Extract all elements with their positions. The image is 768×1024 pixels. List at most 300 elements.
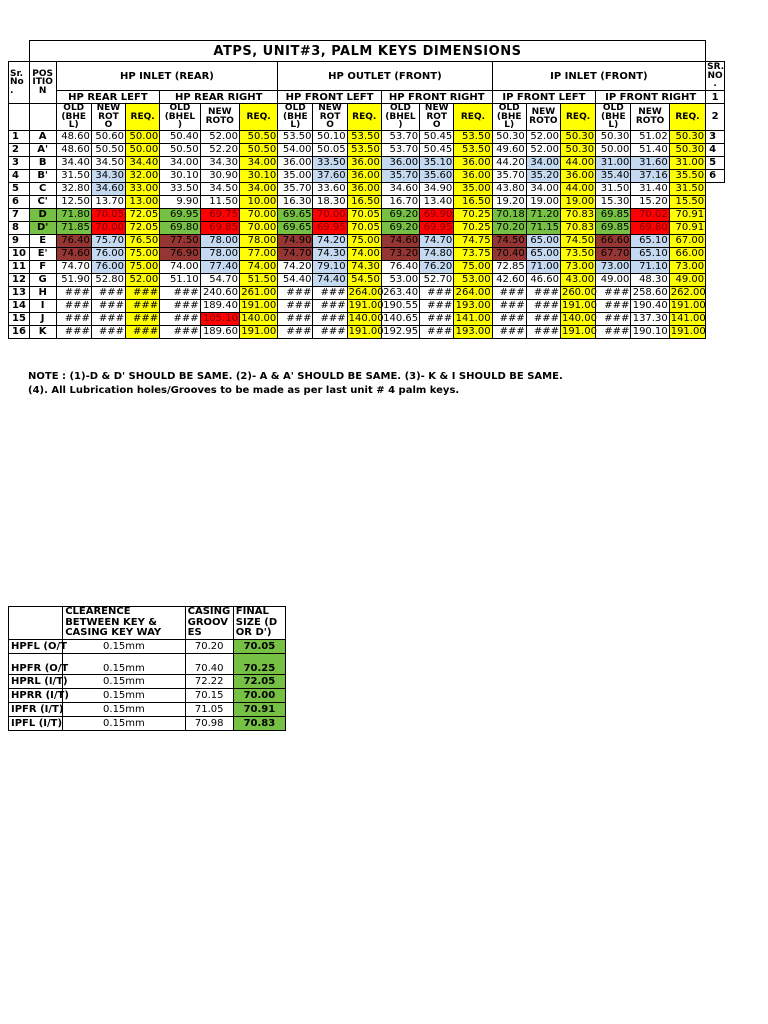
- value-cell: 52.70: [420, 273, 454, 286]
- value-cell: 189.40: [200, 299, 239, 312]
- value-cell: 264.00: [455, 287, 491, 298]
- row-sr-no: 15: [9, 312, 30, 325]
- value-cell: 72.05: [126, 208, 160, 221]
- value-cell: 18.30: [313, 195, 347, 208]
- value-cell: 50.30: [560, 143, 595, 156]
- value-cell: 54.40: [278, 273, 313, 286]
- value-cell: ###: [596, 286, 631, 299]
- row-position: E: [29, 234, 56, 247]
- value-cell: 50.00: [126, 130, 160, 143]
- value-cell: 50.60: [91, 130, 125, 143]
- value-cell: 69.85: [200, 221, 239, 234]
- value-cell: 74.20: [278, 260, 313, 273]
- value-cell: 69.75: [200, 208, 239, 221]
- empty-cell: [706, 195, 725, 208]
- req-col-header: REQ.: [669, 104, 705, 131]
- value-cell: 190.10: [632, 326, 668, 337]
- value-cell: 140.00: [241, 313, 277, 324]
- value-cell: 76.00: [91, 247, 125, 260]
- value-cell: ###: [526, 299, 560, 312]
- right-sr-cell: 6: [706, 169, 725, 182]
- value-cell: 15.50: [669, 195, 705, 208]
- value-cell: 15.30: [596, 195, 631, 208]
- note-line: (4). All Lubrication holes/Grooves to be made as per last unit # 4 palm keys.: [28, 385, 460, 396]
- clearance-row-label: HPRR (I/T): [9, 689, 63, 703]
- value-cell: 35.20: [526, 169, 560, 182]
- value-cell: ###: [420, 286, 454, 299]
- value-cell: 43.80: [492, 182, 526, 195]
- value-cell: 34.00: [526, 182, 560, 195]
- value-cell: 35.40: [596, 169, 631, 182]
- value-cell: 53.50: [454, 143, 492, 156]
- value-cell: 74.20: [313, 234, 347, 247]
- value-cell: 70.18: [492, 208, 526, 221]
- old-col-header: OLD (BHEL ): [160, 104, 200, 131]
- table-row: [9, 260, 725, 273]
- value-cell: ###: [160, 286, 200, 299]
- value-cell: 52.80: [91, 273, 125, 286]
- old-col-header: OLD (BHE L): [596, 104, 631, 131]
- value-cell: 50.30: [596, 130, 631, 143]
- value-cell: 74.50: [492, 234, 526, 247]
- value-cell: 69.90: [420, 208, 454, 221]
- value-cell: ###: [56, 312, 91, 325]
- casing-groove-value: 70.15: [185, 689, 233, 703]
- subgroup-header: HP REAR LEFT: [56, 91, 160, 104]
- value-cell: 66.60: [596, 234, 631, 247]
- table-row: [9, 247, 725, 260]
- value-cell: 73.00: [560, 260, 595, 273]
- value-cell: 76.20: [420, 260, 454, 273]
- final-size-value: 70.25: [233, 654, 285, 675]
- req-col-header: REQ.: [454, 104, 492, 131]
- value-cell: 50.40: [160, 130, 200, 143]
- clearance-row: [9, 703, 286, 717]
- value-cell: ###: [492, 325, 526, 338]
- value-cell: 70.91: [669, 221, 705, 234]
- value-cell: 49.00: [596, 273, 631, 286]
- value-cell: 75.00: [454, 260, 492, 273]
- value-cell: 70.91: [669, 208, 705, 221]
- value-cell: 74.00: [347, 247, 381, 260]
- casing-groove-value: 70.98: [185, 717, 233, 731]
- value-cell: 50.00: [126, 143, 160, 156]
- casing-grooves-header: CASING GROOV ES: [185, 607, 233, 640]
- value-cell: 50.00: [596, 143, 631, 156]
- value-cell: 105.10: [200, 312, 239, 325]
- table-row: [9, 221, 725, 234]
- value-cell: 36.00: [347, 182, 381, 195]
- new-rotor-col-header: NEW ROTO: [200, 104, 239, 131]
- value-cell: 141.00: [455, 313, 491, 324]
- final-size-header: FINAL SIZE (D OR D'): [233, 607, 285, 640]
- value-cell: ###: [420, 299, 454, 312]
- value-cell: 34.00: [239, 182, 277, 195]
- sr-no-header: Sr. No .: [9, 62, 30, 104]
- value-cell: 35.00: [278, 169, 313, 182]
- value-cell: 71.00: [526, 260, 560, 273]
- clearance-row-label: HPFR (O/T: [9, 654, 63, 675]
- value-cell: 34.50: [200, 182, 239, 195]
- value-cell: 70.20: [492, 221, 526, 234]
- value-cell: 11.50: [200, 195, 239, 208]
- row-sr-no: 3: [9, 156, 30, 169]
- clearance-row-label: HPFL (O/T: [9, 640, 63, 654]
- value-cell: 78.00: [200, 234, 239, 247]
- value-cell: 78.00: [239, 234, 277, 247]
- value-cell: 34.90: [420, 182, 454, 195]
- value-cell: 191.00: [561, 300, 597, 311]
- value-cell: 35.70: [381, 169, 419, 182]
- value-cell: 36.00: [381, 156, 419, 169]
- final-size-value: 70.00: [233, 689, 285, 703]
- right-sr-cell: 3: [706, 130, 725, 143]
- value-cell: 70.05: [91, 208, 125, 221]
- value-cell: 74.75: [454, 234, 492, 247]
- value-cell: 74.30: [347, 260, 381, 273]
- value-cell: ###: [91, 286, 125, 299]
- row-sr-no: 5: [9, 182, 30, 195]
- value-cell: 53.70: [381, 143, 419, 156]
- value-cell: 50.30: [669, 143, 705, 156]
- clearance-row: [9, 689, 286, 703]
- row-sr-no: 13: [9, 286, 30, 299]
- value-cell: 74.00: [160, 260, 200, 273]
- value-cell: 50.30: [560, 130, 595, 143]
- row-sr-no: 7: [9, 208, 30, 221]
- value-cell: 262.00: [670, 287, 706, 298]
- row-position: H: [29, 286, 56, 299]
- value-cell: 34.50: [91, 156, 125, 169]
- right-sr-cell: 5: [706, 156, 725, 169]
- clearance-row-label: IPFL (I/T): [9, 717, 63, 731]
- value-cell: 33.00: [126, 182, 160, 195]
- value-cell: 30.10: [239, 169, 277, 182]
- row-sr-no: 2: [9, 143, 30, 156]
- value-cell: 74.30: [313, 247, 347, 260]
- value-cell: 49.00: [669, 273, 705, 286]
- value-cell: 44.20: [492, 156, 526, 169]
- value-cell: 190.40: [632, 300, 668, 311]
- table-row: [9, 325, 725, 338]
- clearance-value: 0.15mm: [63, 717, 185, 731]
- casing-groove-value: 72.22: [185, 675, 233, 689]
- value-cell: 30.90: [200, 169, 239, 182]
- position-header: POS ITIO N: [29, 62, 56, 104]
- value-cell: 48.60: [56, 130, 91, 143]
- value-cell: 50.50: [239, 143, 277, 156]
- value-cell: 75.70: [91, 234, 125, 247]
- value-cell: ###: [56, 286, 91, 299]
- value-cell: 74.00: [239, 260, 277, 273]
- clearance-value: 0.15mm: [63, 640, 185, 654]
- value-cell: 191.00: [561, 326, 597, 337]
- value-cell: 33.60: [313, 182, 347, 195]
- value-cell: 50.50: [239, 130, 277, 143]
- value-cell: 52.20: [200, 143, 239, 156]
- subgroup-header: IP FRONT RIGHT: [596, 91, 706, 104]
- row-sr-no: 11: [9, 260, 30, 273]
- value-cell: 35.60: [420, 169, 454, 182]
- value-cell: 54.00: [278, 143, 313, 156]
- value-cell: 50.30: [492, 130, 526, 143]
- value-cell: ###: [160, 325, 200, 338]
- row-sr-no: 4: [9, 169, 30, 182]
- value-cell: 35.00: [454, 182, 492, 195]
- value-cell: 16.50: [347, 195, 381, 208]
- value-cell: 76.40: [56, 234, 91, 247]
- value-cell: 74.90: [278, 234, 313, 247]
- value-cell: ###: [420, 312, 454, 325]
- value-cell: 34.30: [200, 156, 239, 169]
- value-cell: ###: [126, 325, 160, 338]
- value-cell: 53.00: [381, 273, 419, 286]
- value-cell: 19.00: [526, 195, 560, 208]
- empty-cell: [706, 221, 725, 234]
- value-cell: 15.20: [631, 195, 669, 208]
- value-cell: 77.50: [160, 234, 200, 247]
- value-cell: 70.05: [347, 208, 381, 221]
- value-cell: 51.50: [239, 273, 277, 286]
- subgroup-header: IP FRONT LEFT: [492, 91, 596, 104]
- value-cell: 50.30: [669, 130, 705, 143]
- value-cell: 73.00: [669, 260, 705, 273]
- value-cell: 70.00: [313, 208, 347, 221]
- value-cell: ###: [278, 299, 313, 312]
- table-row: [9, 273, 725, 286]
- value-cell: 12.50: [56, 195, 91, 208]
- row-sr-no: 8: [9, 221, 30, 234]
- empty-cell: [706, 247, 725, 260]
- value-cell: ###: [278, 325, 313, 338]
- value-cell: ###: [420, 325, 454, 338]
- value-cell: 34.40: [126, 156, 160, 169]
- value-cell: 70.02: [631, 208, 669, 221]
- value-cell: 42.60: [492, 273, 526, 286]
- old-col-header: OLD (BHE L): [492, 104, 526, 131]
- group-header-hp-outlet: HP OUTLET (FRONT): [278, 62, 492, 91]
- value-cell: 74.80: [420, 247, 454, 260]
- row-position: B: [29, 156, 56, 169]
- value-cell: 54.50: [347, 273, 381, 286]
- right-sr-cell: 1: [706, 91, 725, 104]
- value-cell: 191.00: [241, 326, 277, 337]
- value-cell: 31.00: [669, 156, 705, 169]
- value-cell: 190.55: [383, 300, 419, 311]
- value-cell: 74.70: [278, 247, 313, 260]
- value-cell: 261.00: [241, 287, 277, 298]
- value-cell: 79.10: [313, 260, 347, 273]
- row-position: B': [29, 169, 56, 182]
- req-col-header: REQ.: [239, 104, 277, 131]
- value-cell: 73.50: [560, 247, 595, 260]
- right-sr-cell: 2: [706, 104, 725, 131]
- value-cell: ###: [492, 286, 526, 299]
- req-col-header: REQ.: [126, 104, 160, 131]
- row-position: I: [29, 299, 56, 312]
- value-cell: 19.00: [560, 195, 595, 208]
- group-header-hp-inlet: HP INLET (REAR): [56, 62, 278, 91]
- table-row: [9, 299, 725, 312]
- clearance-header-empty: [9, 607, 63, 640]
- final-size-value: 70.91: [233, 703, 285, 717]
- value-cell: 35.50: [669, 169, 705, 182]
- value-cell: 34.00: [239, 156, 277, 169]
- value-cell: 65.00: [526, 234, 560, 247]
- value-cell: 69.95: [160, 208, 200, 221]
- value-cell: 70.83: [560, 221, 595, 234]
- value-cell: ###: [126, 286, 160, 299]
- value-cell: ###: [492, 299, 526, 312]
- row-position: A: [29, 130, 56, 143]
- value-cell: 32.00: [126, 169, 160, 182]
- value-cell: 52.00: [526, 143, 560, 156]
- value-cell: 191.00: [348, 326, 384, 337]
- value-cell: 69.95: [420, 221, 454, 234]
- clearance-value: 0.15mm: [63, 654, 185, 675]
- value-cell: 31.50: [56, 169, 91, 182]
- value-cell: 76.00: [91, 260, 125, 273]
- value-cell: 66.00: [669, 247, 705, 260]
- value-cell: 32.80: [56, 182, 91, 195]
- value-cell: 31.40: [631, 182, 669, 195]
- row-sr-no: 1: [9, 130, 30, 143]
- value-cell: 50.50: [160, 143, 200, 156]
- value-cell: 52.00: [126, 273, 160, 286]
- value-cell: 13.40: [420, 195, 454, 208]
- value-cell: 53.50: [347, 130, 381, 143]
- value-cell: 36.00: [560, 169, 595, 182]
- old-col-header: OLD (BHEL ): [381, 104, 419, 131]
- value-cell: 77.40: [200, 260, 239, 273]
- value-cell: 36.00: [454, 169, 492, 182]
- value-cell: 36.00: [454, 156, 492, 169]
- clearance-value: 0.15mm: [63, 703, 185, 717]
- value-cell: ###: [91, 312, 125, 325]
- value-cell: 30.10: [160, 169, 200, 182]
- table-row: [9, 169, 725, 182]
- value-cell: 71.80: [56, 208, 91, 221]
- table-row: [9, 208, 725, 221]
- value-cell: 69.85: [596, 208, 631, 221]
- value-cell: 69.65: [278, 221, 313, 234]
- value-cell: 70.25: [454, 208, 492, 221]
- value-cell: 72.05: [126, 221, 160, 234]
- value-cell: 33.50: [160, 182, 200, 195]
- row-sr-no: 10: [9, 247, 30, 260]
- row-sr-no: 16: [9, 325, 30, 338]
- value-cell: ###: [91, 325, 125, 338]
- value-cell: 193.00: [455, 326, 491, 337]
- value-cell: 74.60: [381, 234, 419, 247]
- value-cell: ###: [313, 299, 347, 312]
- value-cell: ###: [492, 312, 526, 325]
- value-cell: ###: [526, 325, 560, 338]
- value-cell: 69.80: [631, 221, 669, 234]
- value-cell: 53.50: [347, 143, 381, 156]
- value-cell: 44.00: [560, 182, 595, 195]
- value-cell: 189.60: [200, 325, 239, 338]
- row-position: K: [29, 325, 56, 338]
- value-cell: 16.70: [381, 195, 419, 208]
- req-col-header: REQ.: [560, 104, 595, 131]
- value-cell: 70.40: [492, 247, 526, 260]
- value-cell: ###: [278, 312, 313, 325]
- row-position: F: [29, 260, 56, 273]
- value-cell: 69.95: [313, 221, 347, 234]
- row-position: C': [29, 195, 56, 208]
- value-cell: ###: [313, 286, 347, 299]
- value-cell: 140.00: [348, 313, 384, 324]
- value-cell: 35.10: [420, 156, 454, 169]
- value-cell: 70.00: [239, 221, 277, 234]
- value-cell: 36.00: [278, 156, 313, 169]
- value-cell: 192.95: [383, 326, 419, 337]
- value-cell: 137.30: [632, 313, 668, 324]
- value-cell: 69.20: [381, 208, 419, 221]
- value-cell: 53.70: [381, 130, 419, 143]
- value-cell: 53.00: [454, 273, 492, 286]
- empty-cell: [706, 325, 725, 338]
- casing-groove-value: 70.40: [185, 654, 233, 675]
- value-cell: ###: [56, 299, 91, 312]
- clearance-row: [9, 640, 286, 654]
- row-position: E': [29, 247, 56, 260]
- new-rotor-col-header: NEW ROT O: [313, 104, 347, 131]
- value-cell: 34.00: [160, 156, 200, 169]
- row-position: C: [29, 182, 56, 195]
- empty-cell: [706, 273, 725, 286]
- value-cell: 74.70: [420, 234, 454, 247]
- row-position: D': [29, 221, 56, 234]
- value-cell: 34.00: [526, 156, 560, 169]
- old-col-header: OLD (BHE L): [278, 104, 313, 131]
- value-cell: 141.00: [670, 313, 706, 324]
- value-cell: 36.00: [347, 156, 381, 169]
- sr-no-right-header: SR. NO .: [707, 62, 725, 90]
- value-cell: 19.20: [492, 195, 526, 208]
- value-cell: 140.65: [383, 313, 419, 324]
- value-cell: ###: [313, 312, 347, 325]
- value-cell: 240.60: [200, 286, 239, 299]
- empty-cell: [706, 182, 725, 195]
- value-cell: ###: [126, 312, 160, 325]
- value-cell: 193.00: [455, 300, 491, 311]
- clearance-row-label: IPFR (I/T): [9, 703, 63, 717]
- value-cell: ###: [526, 312, 560, 325]
- value-cell: 53.50: [454, 130, 492, 143]
- value-cell: 16.30: [278, 195, 313, 208]
- empty-cell: [9, 104, 30, 131]
- subgroup-header: HP FRONT LEFT: [278, 91, 382, 104]
- value-cell: 140.00: [561, 313, 597, 324]
- value-cell: 73.75: [454, 247, 492, 260]
- value-cell: ###: [313, 325, 347, 338]
- empty-cell: [706, 260, 725, 273]
- value-cell: ###: [160, 299, 200, 312]
- value-cell: 191.00: [348, 300, 384, 311]
- value-cell: 13.70: [91, 195, 125, 208]
- value-cell: ###: [278, 286, 313, 299]
- value-cell: 35.70: [278, 182, 313, 195]
- value-cell: ###: [596, 325, 631, 338]
- value-cell: 34.60: [381, 182, 419, 195]
- value-cell: 33.50: [313, 156, 347, 169]
- value-cell: 70.00: [91, 221, 125, 234]
- value-cell: 13.00: [126, 195, 160, 208]
- value-cell: 263.40: [383, 287, 419, 298]
- value-cell: 73.20: [381, 247, 419, 260]
